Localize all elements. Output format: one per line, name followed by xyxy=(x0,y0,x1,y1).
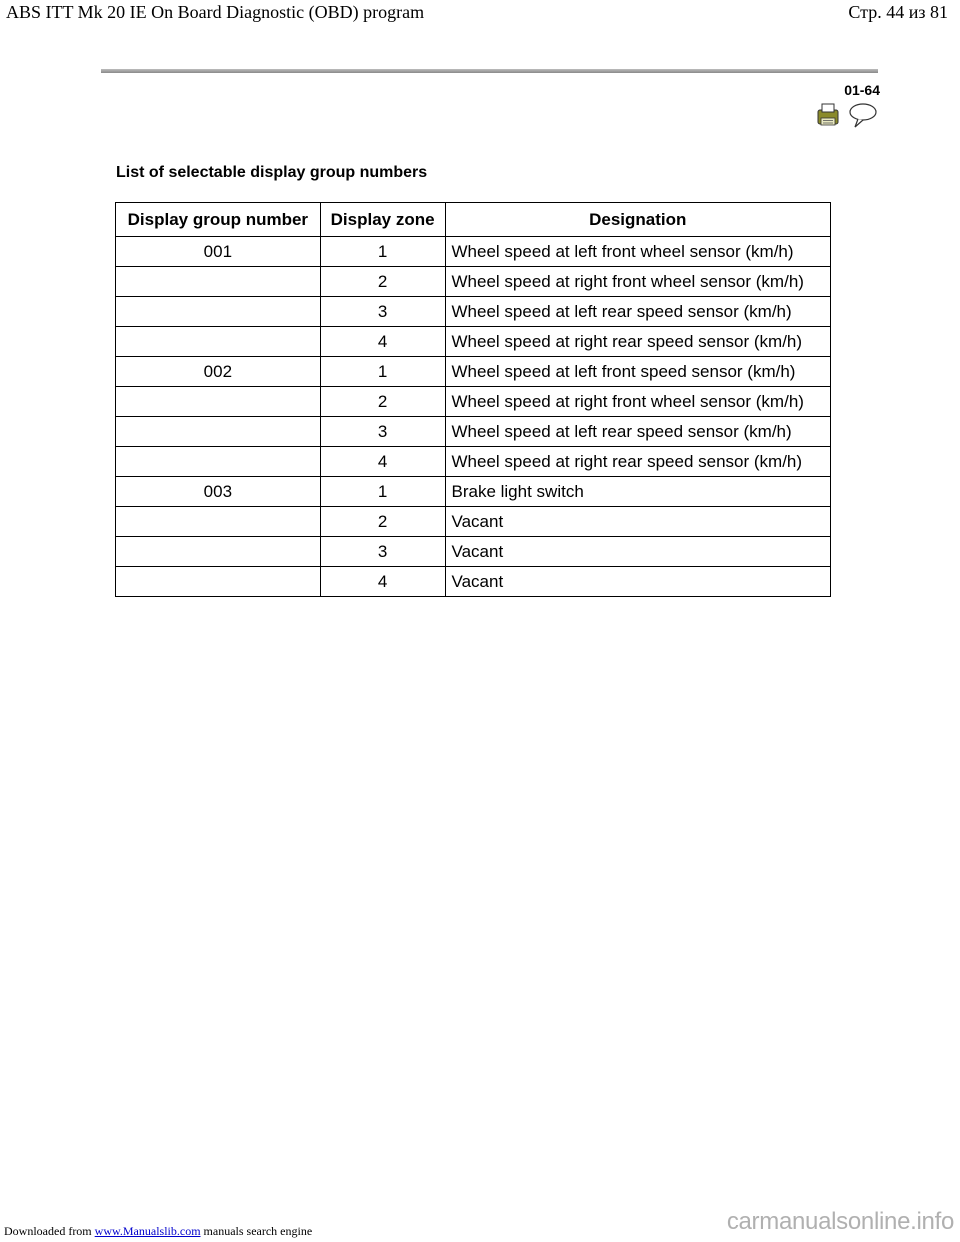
cell-designation: Wheel speed at right front wheel sensor (km/h) xyxy=(445,387,831,417)
table-body xyxy=(116,237,831,597)
toolbar-icons xyxy=(815,100,881,130)
cell-display-group xyxy=(116,507,321,537)
printer-icon[interactable] xyxy=(818,104,838,125)
footer-link[interactable]: www.Manualslib.com xyxy=(94,1224,201,1238)
footer-suffix: manuals search engine xyxy=(200,1224,313,1238)
cell-display-group: 001 xyxy=(116,237,321,267)
table-row xyxy=(116,507,831,537)
header-rule xyxy=(101,69,878,73)
table-header-row xyxy=(116,203,831,237)
toolbar-icons-svg xyxy=(815,100,881,130)
cell-display-group xyxy=(116,327,321,357)
table-row xyxy=(116,297,831,327)
cell-display-zone: 1 xyxy=(320,237,445,267)
cell-designation: Brake light switch xyxy=(445,477,831,507)
cell-display-zone: 3 xyxy=(320,537,445,567)
cell-display-group xyxy=(116,297,321,327)
cell-designation: Wheel speed at right rear speed sensor (km/h) xyxy=(445,327,831,357)
cell-designation: Wheel speed at left rear speed sensor (km/h) xyxy=(445,297,831,327)
document-title: ABS ITT Mk 20 IE On Board Diagnostic (OBD) program xyxy=(6,2,425,22)
cell-display-zone: 4 xyxy=(320,567,445,597)
table-row xyxy=(116,417,831,447)
cell-designation: Wheel speed at left front speed sensor (km/h) xyxy=(445,357,831,387)
table-row xyxy=(116,477,831,507)
cell-display-zone: 4 xyxy=(320,327,445,357)
cell-display-group xyxy=(116,267,321,297)
cell-display-group: 003 xyxy=(116,477,321,507)
cell-display-zone: 2 xyxy=(320,507,445,537)
header-display-group-number: Display group number xyxy=(116,203,321,237)
cell-display-group xyxy=(116,417,321,447)
footer xyxy=(4,1224,312,1239)
page-code: 01-64 xyxy=(844,82,880,98)
cell-designation: Vacant xyxy=(445,567,831,597)
cell-designation: Vacant xyxy=(445,537,831,567)
cell-designation: Wheel speed at right rear speed sensor (km/h) xyxy=(445,447,831,477)
table-row xyxy=(116,237,831,267)
table-row xyxy=(116,387,831,417)
cell-display-group xyxy=(116,567,321,597)
cell-display-group: 002 xyxy=(116,357,321,387)
table-row xyxy=(116,327,831,357)
cell-display-group xyxy=(116,447,321,477)
footer-prefix: Downloaded from xyxy=(4,1224,95,1238)
cell-display-group xyxy=(116,537,321,567)
cell-display-zone: 1 xyxy=(320,357,445,387)
speech-bubble-icon[interactable] xyxy=(850,104,876,127)
table-row xyxy=(116,537,831,567)
cell-display-zone: 3 xyxy=(320,297,445,327)
watermark: carmanualsonline.info xyxy=(726,1208,954,1235)
display-group-table xyxy=(115,202,831,597)
cell-display-zone: 2 xyxy=(320,387,445,417)
cell-designation: Vacant xyxy=(445,507,831,537)
table-row xyxy=(116,357,831,387)
table-row xyxy=(116,567,831,597)
table-row xyxy=(116,267,831,297)
cell-display-zone: 4 xyxy=(320,447,445,477)
cell-display-zone: 3 xyxy=(320,417,445,447)
cell-display-zone: 2 xyxy=(320,267,445,297)
cell-designation: Wheel speed at left rear speed sensor (km/h) xyxy=(445,417,831,447)
header-display-zone: Display zone xyxy=(320,203,445,237)
header-designation: Designation xyxy=(445,203,831,237)
page-counter: Стр. 44 из 81 xyxy=(848,2,948,22)
cell-designation: Wheel speed at left front wheel sensor (km/h) xyxy=(445,237,831,267)
cell-designation: Wheel speed at right front wheel sensor (km/h) xyxy=(445,267,831,297)
table-row xyxy=(116,447,831,477)
cell-display-zone: 1 xyxy=(320,477,445,507)
section-title: List of selectable display group numbers xyxy=(116,164,428,181)
cell-display-group xyxy=(116,387,321,417)
